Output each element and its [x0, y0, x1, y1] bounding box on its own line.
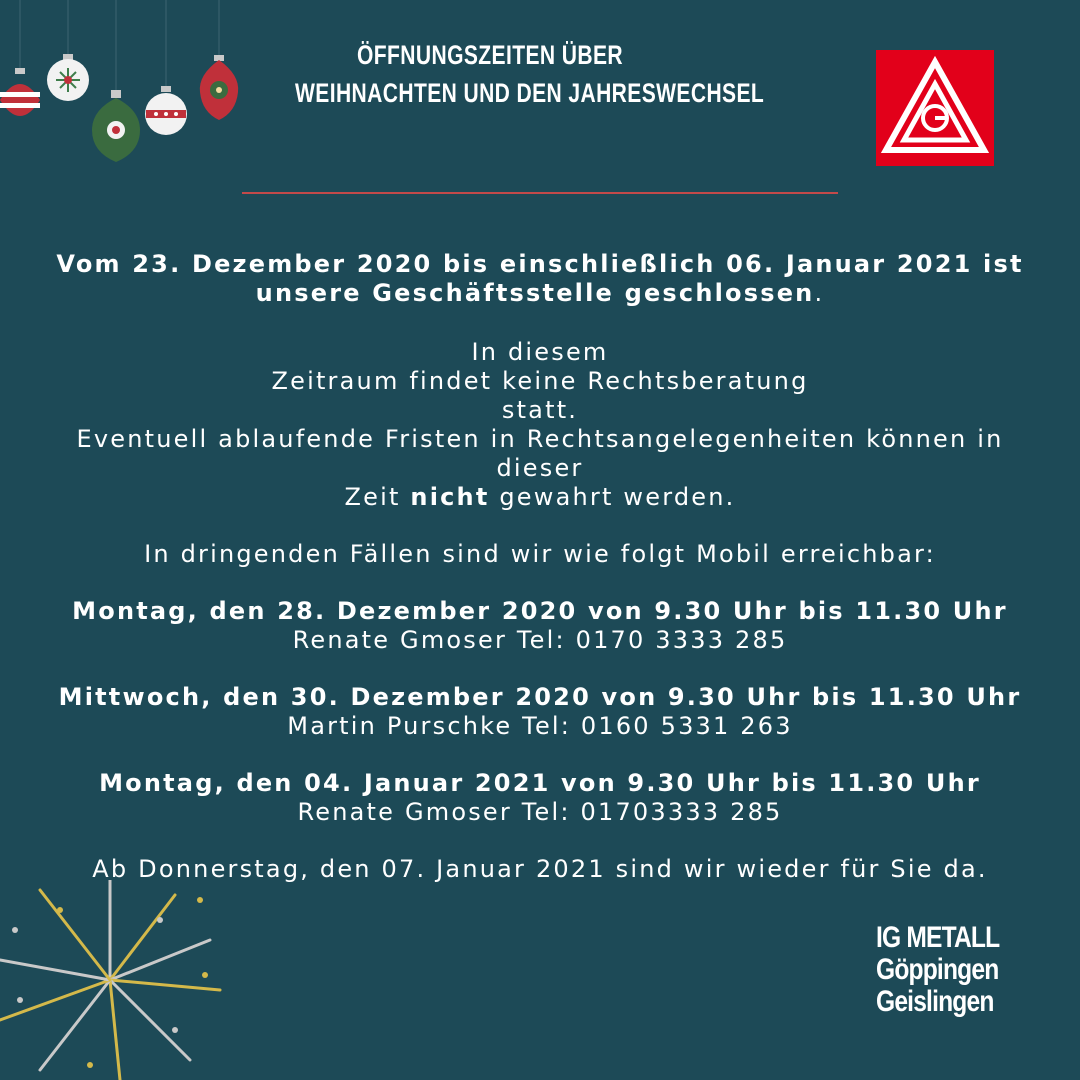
footer-line: IG METALL [876, 921, 1000, 954]
legal-line: Eventuell ablaufende Fristen in Rechtsangelegenheiten können in [76, 425, 1004, 453]
legal-line: statt. [501, 396, 579, 424]
title-line: ÖFFNUNGSZEITEN ÜBER [356, 40, 623, 70]
legal-bold: nicht [410, 483, 490, 511]
footer-line: Geislingen [876, 985, 994, 1018]
contact-date: Mittwoch, den 30. Dezember 2020 von 9.30 Uhr bis 11.30 Uhr [58, 683, 1022, 711]
urgent-line: In dringenden Fällen sind wir wie folgt Mobil erreichbar: [144, 540, 936, 568]
firework-icon [0, 880, 240, 1080]
christmas-ornaments-icon [0, 0, 250, 180]
legal-line: In diesem [471, 338, 609, 366]
page-title [295, 36, 765, 112]
closed-end: . [814, 279, 825, 307]
legal-line: dieser [496, 454, 584, 482]
legal-line [0, 483, 1080, 512]
contact-person: Renate Gmoser Tel: 01703333 285 [297, 798, 783, 826]
divider [242, 192, 838, 194]
contact-person: Renate Gmoser Tel: 0170 3333 285 [292, 626, 788, 654]
closed-bold: unsere Geschäftsstelle geschlossen [255, 279, 815, 307]
contact-person: Martin Purschke Tel: 0160 5331 263 [287, 712, 793, 740]
notice-text [0, 250, 1080, 884]
legal-end: gewahrt werden. [489, 483, 736, 511]
reopen-line: Ab Donnerstag, den 07. Januar 2021 sind wir wieder für Sie da. [92, 855, 988, 883]
footer-brand [876, 922, 999, 1018]
igm-logo-icon [876, 50, 994, 166]
ig-metall-logo [876, 50, 994, 166]
closed-line: Vom 23. Dezember 2020 bis einschließlich 06. Januar 2021 ist [56, 250, 1024, 278]
footer-line: Göppingen [876, 953, 999, 986]
title-line: WEIHNACHTEN UND DEN JAHRESWECHSEL [295, 78, 765, 108]
contact-date: Montag, den 28. Dezember 2020 von 9.30 Uhr bis 11.30 Uhr [72, 597, 1008, 625]
closed-line [0, 279, 1080, 308]
legal-line: Zeitraum findet keine Rechtsberatung [271, 367, 809, 395]
legal-start: Zeit [344, 483, 411, 511]
contact-date: Montag, den 04. Januar 2021 von 9.30 Uhr bis 11.30 Uhr [99, 769, 981, 797]
